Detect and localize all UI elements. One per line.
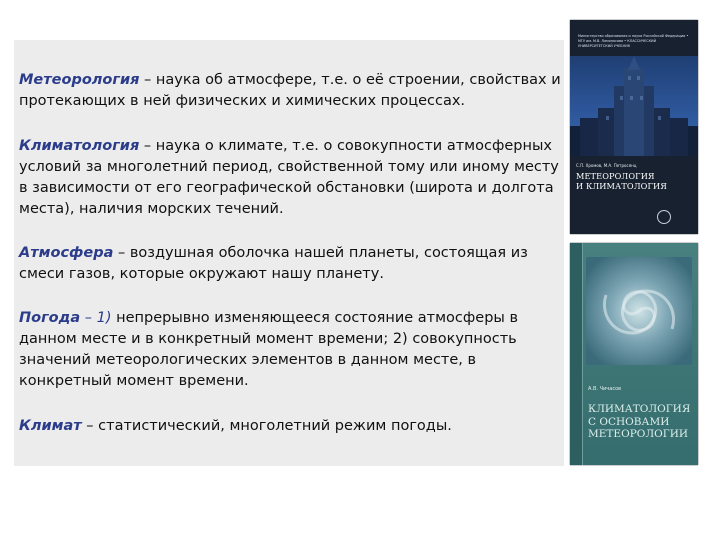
book-title (588, 403, 694, 441)
definition-climate (19, 416, 564, 437)
term-atmosphere: Атмосфера (19, 245, 114, 261)
book-cover-meteorology-climatology (570, 20, 698, 234)
book-author: А.В. Чичасов (588, 386, 622, 392)
definition-meteorology (19, 70, 564, 112)
definition-climatology (19, 136, 564, 220)
term-climate: Климат (19, 418, 82, 434)
book-title-line: МЕТЕОРОЛОГИИ (588, 428, 689, 440)
definition-weather (19, 308, 564, 392)
book-publisher-text: Министерство образования и науки Российской Федерации • МГУ им. М.В. Ломоносова • КЛАССИЧЕСКИЙ УНИВЕРСИТЕТСКИЙ УЧЕБНИК (578, 34, 689, 48)
definitions-panel (14, 40, 564, 466)
book-title-line: И КЛИМАТОЛОГИЯ (576, 180, 667, 191)
term-weather: Погода (19, 310, 81, 326)
definition-text: непрерывно изменяющееся состояние атмосферы в данном месте и в конкретный момент времени; 2) совокупность значений метеорологических элементов в данном месте, в конкретный момент времени. (19, 310, 519, 389)
definition-text: – наука о климате, т.е. о совокупности атмосферных условий за многолетний период, свойственной тому или иному месту в зависимости от его географической обстановки (широта и долгота места), наличия морских течений. (19, 138, 559, 217)
book-cover-climatology (570, 243, 698, 465)
book-authors: С.П. Хромов, М.А. Петросянц (576, 163, 637, 168)
book-title (576, 172, 696, 191)
book-spine (570, 243, 583, 465)
definition-accent: – 1) (80, 310, 112, 326)
definition-atmosphere (19, 243, 564, 285)
cyclone-swirl-image (586, 257, 692, 365)
book-title-line: КЛИМАТОЛОГИЯ (588, 403, 691, 415)
definition-text: – воздушная оболочка нашей планеты, состоящая из смеси газов, которые окружают нашу планету. (19, 245, 528, 282)
term-climatology: Климатология (19, 138, 140, 154)
definition-text: – статистический, многолетний режим погоды. (81, 418, 452, 434)
university-building-image (570, 56, 698, 156)
book-title-line: С ОСНОВАМИ (588, 415, 670, 428)
definition-text: – наука об атмосфере, т.е. о её строении, свойствах и протекающих в ней физических и химических процессах. (19, 72, 561, 109)
book-title-line: МЕТЕОРОЛОГИЯ (576, 171, 655, 181)
publisher-emblem-icon (657, 210, 671, 224)
term-meteorology: Метеорология (19, 72, 140, 88)
book-cover-image (570, 56, 698, 156)
